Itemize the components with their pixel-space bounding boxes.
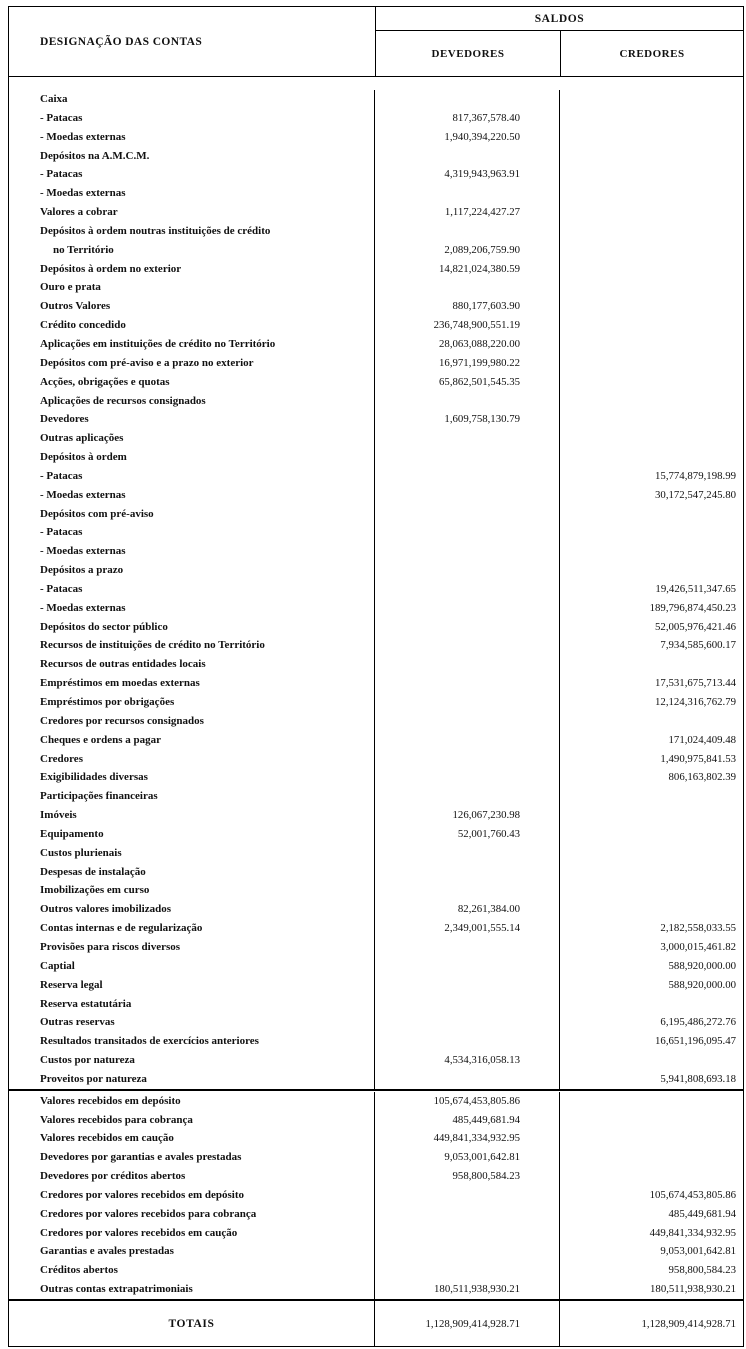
table-row <box>9 844 743 863</box>
credores-value <box>560 900 743 919</box>
credores-value: 9,053,001,642.81 <box>660 1245 736 1258</box>
devedores-value <box>375 844 560 863</box>
credores-value <box>560 806 743 825</box>
credores-value <box>560 241 743 260</box>
devedores-value <box>375 392 560 411</box>
table-row <box>9 693 743 712</box>
table-row <box>9 580 743 599</box>
table-row <box>9 297 743 316</box>
account-label: - Patacas <box>9 523 375 542</box>
credores-value <box>560 995 743 1014</box>
totals-row <box>9 1299 743 1346</box>
column-header-designation: DESIGNAÇÃO DAS CONTAS <box>40 35 203 48</box>
credores-value <box>560 147 743 166</box>
account-label: Recursos de outras entidades locais <box>9 655 375 674</box>
devedores-value <box>375 1186 560 1205</box>
devedores-value <box>375 1205 560 1224</box>
table-row <box>9 222 743 241</box>
credores-value: 449,841,334,932.95 <box>649 1226 736 1239</box>
credores-value: 958,800,584.23 <box>668 1264 736 1277</box>
devedores-value <box>375 429 560 448</box>
table-row <box>9 241 743 260</box>
table-row <box>9 429 743 448</box>
devedores-value <box>375 995 560 1014</box>
table-row <box>9 636 743 655</box>
table-row <box>9 618 743 637</box>
credores-value <box>560 505 743 524</box>
credores-value <box>560 90 743 109</box>
account-label: Valores recebidos em depósito <box>9 1092 375 1111</box>
credores-value <box>560 429 743 448</box>
devedores-value <box>375 674 560 693</box>
devedores-value: 449,841,334,932.95 <box>375 1129 560 1148</box>
devedores-value <box>375 1261 560 1280</box>
table-row <box>9 128 743 147</box>
account-label: Despesas de instalação <box>9 863 375 882</box>
credores-value <box>560 825 743 844</box>
table-row <box>9 467 743 486</box>
account-label: Depósitos do sector público <box>9 618 375 637</box>
credores-value: 2,182,558,033.55 <box>660 922 736 935</box>
account-label: Depósitos com pré-aviso e a prazo no exterior <box>9 354 375 373</box>
credores-value <box>560 1148 743 1167</box>
credores-value <box>560 1092 743 1111</box>
devedores-value: 16,971,199,980.22 <box>375 354 560 373</box>
devedores-value <box>375 467 560 486</box>
credores-value: 105,674,453,805.86 <box>649 1188 736 1201</box>
account-label: Outras aplicações <box>9 429 375 448</box>
credores-value <box>560 184 743 203</box>
credores-value <box>560 844 743 863</box>
account-label: Depósitos a prazo <box>9 561 375 580</box>
credores-value <box>560 165 743 184</box>
credores-value: 1,490,975,841.53 <box>660 752 736 765</box>
devedores-value <box>375 1242 560 1261</box>
table-row <box>9 165 743 184</box>
devedores-value: 236,748,900,551.19 <box>375 316 560 335</box>
credores-value <box>560 222 743 241</box>
saldos-subheaders <box>376 31 743 76</box>
account-label: Outros valores imobilizados <box>9 900 375 919</box>
table-row <box>9 505 743 524</box>
devedores-value: 126,067,230.98 <box>375 806 560 825</box>
devedores-value <box>375 750 560 769</box>
devedores-value <box>375 580 560 599</box>
table-row <box>9 90 743 109</box>
credores-value: 16,651,196,095.47 <box>655 1035 736 1048</box>
credores-value: 3,000,015,461.82 <box>660 940 736 953</box>
devedores-value: 82,261,384.00 <box>375 900 560 919</box>
account-label: - Moedas externas <box>9 486 375 505</box>
account-label: Credores por valores recebidos para cobrança <box>9 1205 375 1224</box>
credores-value <box>560 1051 743 1070</box>
account-label: Credores <box>9 750 375 769</box>
account-label: Captial <box>9 957 375 976</box>
account-label: - Patacas <box>9 580 375 599</box>
table-row <box>9 260 743 279</box>
devedores-value: 105,674,453,805.86 <box>375 1092 560 1111</box>
table-row <box>9 919 743 938</box>
devedores-value <box>375 768 560 787</box>
devedores-value <box>375 523 560 542</box>
credores-value <box>560 655 743 674</box>
credores-value <box>560 863 743 882</box>
account-label: Depósitos à ordem noutras instituições de crédito <box>9 222 375 241</box>
devedores-value <box>375 1032 560 1051</box>
table-row <box>9 373 743 392</box>
credores-value <box>560 881 743 900</box>
account-label: Credores por valores recebidos em caução <box>9 1224 375 1243</box>
table-row <box>9 881 743 900</box>
account-label: Valores a cobrar <box>9 203 375 222</box>
credores-value: 7,934,585,600.17 <box>660 639 736 652</box>
devedores-value <box>375 957 560 976</box>
account-label: Empréstimos em moedas externas <box>9 674 375 693</box>
saldos-header-group <box>375 7 743 76</box>
table-row <box>9 1013 743 1032</box>
table-row <box>9 486 743 505</box>
credores-value <box>560 373 743 392</box>
account-label: Valores recebidos em caução <box>9 1129 375 1148</box>
credores-value: 15,774,879,198.99 <box>655 469 736 482</box>
table-row <box>9 731 743 750</box>
account-label: Empréstimos por obrigações <box>9 693 375 712</box>
credores-value <box>560 787 743 806</box>
table-row <box>9 109 743 128</box>
credores-value <box>560 1111 743 1130</box>
account-label: - Patacas <box>9 165 375 184</box>
table-row <box>9 655 743 674</box>
devedores-value <box>375 618 560 637</box>
credores-value <box>560 260 743 279</box>
credores-value: 19,426,511,347.65 <box>655 582 736 595</box>
table-row <box>9 448 743 467</box>
devedores-value <box>375 1013 560 1032</box>
devedores-value: 4,319,943,963.91 <box>375 165 560 184</box>
account-label: Aplicações de recursos consignados <box>9 392 375 411</box>
credores-value <box>560 335 743 354</box>
balance-sheet-table <box>8 6 744 1347</box>
table-row <box>9 542 743 561</box>
table-row <box>9 1242 743 1261</box>
table-row <box>9 863 743 882</box>
account-label: Crédito concedido <box>9 316 375 335</box>
credores-value <box>560 203 743 222</box>
credores-value <box>560 448 743 467</box>
devedores-value: 28,063,088,220.00 <box>375 335 560 354</box>
devedores-value: 9,053,001,642.81 <box>375 1148 560 1167</box>
devedores-value <box>375 1224 560 1243</box>
credores-value: 6,195,486,272.76 <box>660 1016 736 1029</box>
table-row <box>9 712 743 731</box>
devedores-value <box>375 448 560 467</box>
credores-value <box>560 410 743 429</box>
devedores-value <box>375 561 560 580</box>
table-row <box>9 1129 743 1148</box>
account-label: Depósitos na A.M.C.M. <box>9 147 375 166</box>
devedores-value: 1,940,394,220.50 <box>375 128 560 147</box>
devedores-value <box>375 976 560 995</box>
account-label: Custos por natureza <box>9 1051 375 1070</box>
credores-value <box>560 128 743 147</box>
credores-value: 17,531,675,713.44 <box>655 677 736 690</box>
table-row <box>9 995 743 1014</box>
table-header <box>9 7 743 77</box>
account-label: Custos plurienais <box>9 844 375 863</box>
table-row <box>9 787 743 806</box>
account-label: Depósitos à ordem <box>9 448 375 467</box>
account-label: Equipamento <box>9 825 375 844</box>
credores-value <box>560 392 743 411</box>
table-row <box>9 147 743 166</box>
account-label: - Moedas externas <box>9 128 375 147</box>
account-label: Devedores por garantias e avales prestadas <box>9 1148 375 1167</box>
credores-value <box>560 297 743 316</box>
table-row <box>9 1051 743 1070</box>
credores-value: 171,024,409.48 <box>668 733 736 746</box>
devedores-value <box>375 881 560 900</box>
account-label: Devedores por créditos abertos <box>9 1167 375 1186</box>
table-row <box>9 184 743 203</box>
table-row <box>9 1167 743 1186</box>
credores-value: 588,920,000.00 <box>668 978 736 991</box>
devedores-value: 817,367,578.40 <box>375 109 560 128</box>
credores-value: 30,172,547,245.80 <box>655 488 736 501</box>
table-row <box>9 806 743 825</box>
devedores-value <box>375 938 560 957</box>
credores-value: 52,005,976,421.46 <box>655 620 736 633</box>
table-row <box>9 1280 743 1299</box>
account-label: Depósitos com pré-aviso <box>9 505 375 524</box>
credores-value <box>560 354 743 373</box>
credores-value: 5,941,808,693.18 <box>660 1072 736 1085</box>
account-label: - Patacas <box>9 109 375 128</box>
account-label: - Patacas <box>9 467 375 486</box>
devedores-value: 2,089,206,759.90 <box>375 241 560 260</box>
devedores-value <box>375 655 560 674</box>
table-row <box>9 1032 743 1051</box>
credores-value: 180,511,938,930.21 <box>650 1283 736 1296</box>
account-label: Contas internas e de regularização <box>9 919 375 938</box>
devedores-value <box>375 636 560 655</box>
table-row <box>9 1148 743 1167</box>
account-label: Imóveis <box>9 806 375 825</box>
section-contas-extrapatrimoniais <box>9 1089 743 1299</box>
devedores-value <box>375 222 560 241</box>
account-label: Proveitos por natureza <box>9 1070 375 1089</box>
account-label: Resultados transitados de exercícios anteriores <box>9 1032 375 1051</box>
table-row <box>9 1186 743 1205</box>
table-row <box>9 674 743 693</box>
account-label: Exigibilidades diversas <box>9 768 375 787</box>
account-label: Acções, obrigações e quotas <box>9 373 375 392</box>
table-row <box>9 392 743 411</box>
devedores-value <box>375 278 560 297</box>
table-row <box>9 957 743 976</box>
credores-value <box>560 542 743 561</box>
table-row <box>9 1261 743 1280</box>
table-row <box>9 768 743 787</box>
column-header-saldos: SALDOS <box>376 7 743 31</box>
credores-value: 588,920,000.00 <box>668 959 736 972</box>
account-label: Cheques e ordens a pagar <box>9 731 375 750</box>
devedores-value <box>375 486 560 505</box>
table-row <box>9 825 743 844</box>
account-label: Outras contas extrapatrimoniais <box>9 1280 375 1299</box>
account-label: Devedores <box>9 410 375 429</box>
account-label: Outros Valores <box>9 297 375 316</box>
account-label: Valores recebidos para cobrança <box>9 1111 375 1130</box>
credores-value: 485,449,681.94 <box>668 1207 736 1220</box>
account-label: - Moedas externas <box>9 542 375 561</box>
devedores-value: 485,449,681.94 <box>375 1111 560 1130</box>
account-label: Participações financeiras <box>9 787 375 806</box>
table-row <box>9 599 743 618</box>
account-label: Credores por valores recebidos em depósito <box>9 1186 375 1205</box>
credores-value <box>560 1167 743 1186</box>
devedores-value <box>375 90 560 109</box>
credores-value <box>560 278 743 297</box>
account-label: Ouro e prata <box>9 278 375 297</box>
credores-value <box>560 1129 743 1148</box>
table-row <box>9 203 743 222</box>
table-row <box>9 750 743 769</box>
column-header-credores: CREDORES <box>619 47 685 60</box>
account-label: - Moedas externas <box>9 184 375 203</box>
credores-value <box>560 109 743 128</box>
table-row <box>9 1092 743 1111</box>
devedores-value: 65,862,501,545.35 <box>375 373 560 392</box>
devedores-value: 1,609,758,130.79 <box>375 410 560 429</box>
table-row <box>9 278 743 297</box>
table-row <box>9 523 743 542</box>
credores-value <box>560 712 743 731</box>
table-row <box>9 561 743 580</box>
devedores-value <box>375 1070 560 1089</box>
table-row <box>9 1205 743 1224</box>
table-row <box>9 354 743 373</box>
totals-credores-value: 1,128,909,414,928.71 <box>641 1317 736 1330</box>
table-row <box>9 976 743 995</box>
devedores-value: 958,800,584.23 <box>375 1167 560 1186</box>
account-label: Provisões para riscos diversos <box>9 938 375 957</box>
table-row <box>9 335 743 354</box>
account-label: - Moedas externas <box>9 599 375 618</box>
table-row <box>9 1224 743 1243</box>
devedores-value <box>375 863 560 882</box>
column-header-devedores: DEVEDORES <box>376 31 561 76</box>
devedores-value: 14,821,024,380.59 <box>375 260 560 279</box>
devedores-value <box>375 542 560 561</box>
credores-value: 12,124,316,762.79 <box>655 696 736 708</box>
account-label: Garantias e avales prestadas <box>9 1242 375 1261</box>
devedores-value: 180,511,938,930.21 <box>375 1280 560 1299</box>
table-row <box>9 900 743 919</box>
devedores-value <box>375 505 560 524</box>
account-label: no Território <box>9 241 375 260</box>
table-row <box>9 316 743 335</box>
devedores-value <box>375 184 560 203</box>
devedores-value <box>375 693 560 712</box>
account-label: Imobilizações em curso <box>9 881 375 900</box>
credores-value <box>560 316 743 335</box>
credores-value <box>560 523 743 542</box>
table-row <box>9 1070 743 1089</box>
credores-value <box>560 561 743 580</box>
devedores-value <box>375 731 560 750</box>
section-contas-patrimoniais <box>9 77 743 1089</box>
account-label: Depósitos à ordem no exterior <box>9 260 375 279</box>
account-label: Reserva estatutária <box>9 995 375 1014</box>
devedores-value: 4,534,316,058.13 <box>375 1051 560 1070</box>
table-row <box>9 938 743 957</box>
totals-label: TOTAIS <box>9 1301 375 1346</box>
devedores-value <box>375 147 560 166</box>
devedores-value <box>375 599 560 618</box>
account-label: Créditos abertos <box>9 1261 375 1280</box>
account-label: Caixa <box>9 90 375 109</box>
devedores-value: 880,177,603.90 <box>375 297 560 316</box>
account-label: Credores por recursos consignados <box>9 712 375 731</box>
devedores-value: 1,117,224,427.27 <box>375 203 560 222</box>
credores-value: 189,796,874,450.23 <box>649 601 736 614</box>
credores-value: 806,163,802.39 <box>668 771 736 784</box>
account-label: Outras reservas <box>9 1013 375 1032</box>
account-label: Aplicações em instituições de crédito no Território <box>9 335 375 354</box>
devedores-value <box>375 787 560 806</box>
table-row <box>9 1111 743 1130</box>
account-label: Recursos de instituições de crédito no Território <box>9 636 375 655</box>
devedores-value <box>375 712 560 731</box>
devedores-value: 2,349,001,555.14 <box>375 919 560 938</box>
totals-devedores-value: 1,128,909,414,928.71 <box>375 1301 560 1346</box>
table-row <box>9 410 743 429</box>
account-label: Reserva legal <box>9 976 375 995</box>
devedores-value: 52,001,760.43 <box>375 825 560 844</box>
